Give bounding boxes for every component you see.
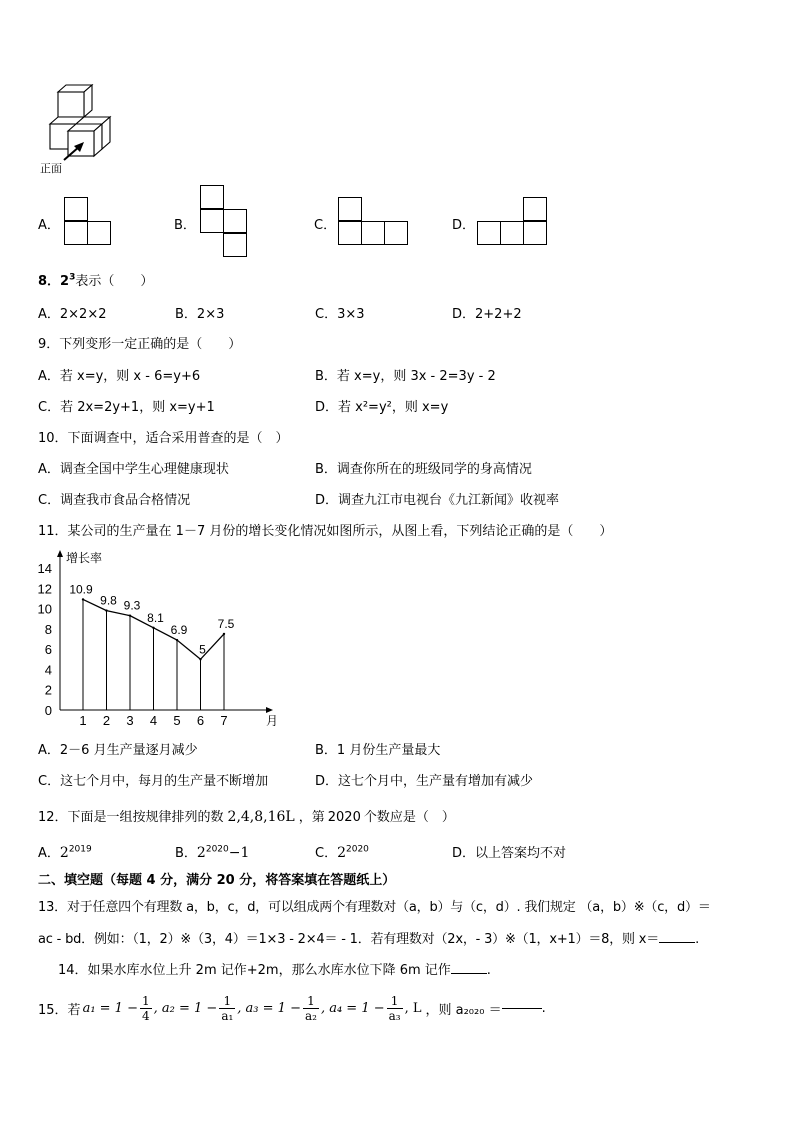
data-point (129, 614, 131, 616)
q13-answer-blank[interactable] (659, 942, 695, 943)
q11-option-a: A．2－6 月生产量逐月减少 (38, 743, 198, 758)
q12-option-b-tail: −1 (228, 845, 250, 861)
q12-stem-a: 12．下面是一组按规律排列的数 (38, 810, 224, 825)
q15-a3-den: a₂ (304, 1009, 317, 1023)
q7-option-d-letter: D． (452, 218, 476, 233)
y-tick-label: 2 (44, 682, 52, 698)
q15-ask: ，则 a₂₀₂₀ ＝ (425, 1003, 502, 1018)
x-tick-label: 3 (126, 713, 134, 728)
q15-a4-lhs: , a₄ = 1 − (320, 1001, 385, 1016)
q14-text: 14．如果水库水位上升 2m 记作+2m，那么水库水位下降 6m 记作 (58, 963, 451, 978)
q15-a1-num: 1 (141, 994, 150, 1008)
q13-line2-text: ac - bd．例如：（1，2）※（3，4）＝1×3 - 2×4＝ - 1．若有理数对（2x，- 3）※（1，x+1）＝8，则 x＝ (38, 932, 660, 947)
q8-option-c: C．3×3 (315, 307, 365, 322)
y-tick-label: 0 (44, 703, 52, 718)
q15-a1-den: 4 (141, 1009, 150, 1023)
q8-option-d: D．2+2+2 (452, 307, 522, 322)
q12-option-b-base: 2 (196, 845, 206, 861)
q12-option-d (452, 842, 566, 861)
q15-a3-num: 1 (303, 994, 319, 1009)
q12-stem-c: 个数应是（ ） (363, 810, 455, 825)
y-axis-label: 增长率 (66, 551, 103, 565)
q8-exp: 3 (69, 272, 76, 283)
q7-option-b-figure (200, 185, 250, 259)
q13-end: . (695, 932, 700, 947)
q12-option-d-text: 以上答案均不对 (475, 846, 567, 861)
q12-option-b (175, 842, 249, 861)
x-tick-label: 2 (102, 713, 111, 728)
x-axis-label: 月 (266, 714, 279, 728)
data-label: 7.5 (217, 616, 235, 631)
q12-option-c (315, 842, 369, 861)
data-label: 9.3 (123, 598, 141, 613)
q15-a1-frac (140, 994, 152, 1023)
q9-option-a: A．若 x=y，则 x - 6=y+6 (38, 369, 201, 384)
q12-sequence: 2,4,8,16L (227, 809, 295, 825)
q12-option-c-letter: C． (315, 846, 338, 861)
q8-num: 8． (38, 274, 61, 289)
q7-option-c-letter: C． (314, 218, 337, 233)
y-tick-label: 12 (37, 581, 52, 597)
front-arrow-icon (60, 140, 90, 162)
q15-ruo: 若 (67, 1003, 81, 1018)
data-label: 9.8 (100, 593, 117, 608)
q10-option-b: B．调查你所在的班级同学的身高情况 (315, 462, 532, 477)
x-tick-label: 5 (173, 713, 181, 728)
q12-option-c-base: 2 (337, 845, 346, 861)
data-point (223, 633, 225, 635)
data-point (199, 658, 201, 660)
q12-option-c-exp: 2020 (346, 844, 369, 855)
q15-a3-lhs: , a₃ = 1 − (237, 1001, 301, 1016)
q8-base: 2 (60, 274, 70, 289)
q12-option-d-letter: D． (452, 846, 476, 861)
q7-option-a-figure (64, 197, 114, 247)
q9-option-d: D．若 x²=y²，则 x=y (315, 400, 449, 415)
x-tick-label: 6 (196, 713, 205, 728)
x-tick-label: 4 (149, 713, 158, 728)
data-point (105, 609, 107, 611)
q11-option-c: C．这七个月中，每月的生产量不断增加 (38, 774, 269, 789)
q10-option-a: A．调查全国中学生心理健康现状 (38, 462, 229, 477)
data-point (82, 598, 84, 600)
q12-stem-b: ，第 (298, 810, 325, 825)
q12-option-a-exp: 2019 (68, 844, 92, 855)
q8-option-b: B．2×3 (175, 307, 225, 322)
q15-a2-lhs: , a₂ = 1 − (153, 1001, 218, 1016)
data-point (176, 639, 178, 641)
y-tick-label: 14 (37, 561, 52, 576)
data-label: 6.9 (170, 623, 188, 638)
q15-num: 15． (38, 1003, 68, 1018)
front-label: 正面 (40, 162, 62, 175)
data-point (152, 627, 154, 629)
q7-option-c-figure (338, 197, 412, 247)
q15-a3-frac (303, 994, 319, 1023)
q12-option-a-letter: A． (38, 846, 60, 861)
q9-stem: 9．下列变形一定正确的是（ ） (38, 337, 242, 352)
q13-line2 (38, 928, 699, 947)
y-tick-label: 10 (37, 601, 52, 617)
q11-option-b: B．1 月份生产量最大 (315, 743, 441, 758)
y-tick-label: 4 (44, 662, 52, 678)
q7-option-a-letter: A． (38, 218, 60, 233)
q14-end: . (486, 963, 491, 978)
data-label: 5 (199, 642, 206, 657)
q12-stem (38, 806, 455, 825)
q12-option-b-letter: B． (175, 846, 197, 861)
q12-option-a-base: 2 (59, 845, 69, 861)
q13-line1: 13．对于任意四个有理数 a，b，c，d，可以组成两个有理数对（a，b）与（c，d）. 我们规定 （a，b）※（c，d）＝ (38, 900, 711, 915)
q8-option-a: A．2×2×2 (38, 307, 107, 322)
q15-answer-blank[interactable] (502, 1008, 542, 1009)
y-tick-label: 6 (44, 642, 52, 658)
q15-a2-num: 1 (219, 994, 235, 1009)
q11-stem: 11．某公司的生产量在 1－7 月份的增长变化情况如图所示，从图上看，下列结论正确的是（ ） (38, 524, 613, 539)
q8-text: 表示（ ） (75, 274, 154, 289)
q15-a2-den: a₁ (221, 1009, 234, 1023)
q9-option-c: C．若 2x=2y+1，则 x=y+1 (38, 400, 215, 415)
q10-option-d: D．调查九江市电视台《九江新闻》收视率 (315, 493, 560, 508)
x-tick-label: 1 (79, 713, 87, 728)
q15-end: . (541, 1001, 546, 1016)
q15-stem (38, 994, 546, 1023)
data-label: 10.9 (69, 582, 93, 597)
section-fill-blank-title: 二、填空题（每题 4 分，满分 20 分，将答案填在答题纸上） (38, 873, 396, 888)
q10-option-c: C．调查我市食品合格情况 (38, 493, 191, 508)
q12-option-a (38, 842, 92, 861)
q15-tail: , L (404, 1001, 422, 1016)
growth-rate-chart (30, 548, 280, 730)
q9-option-b: B．若 x=y，则 3x - 2=3y - 2 (315, 369, 496, 384)
data-label: 8.1 (147, 610, 164, 625)
x-tick-label: 7 (220, 713, 228, 728)
x-axis-arrow-icon (266, 707, 273, 713)
q10-stem: 10．下面调查中，适合采用普查的是（ ） (38, 431, 289, 446)
q14-answer-blank[interactable] (451, 973, 487, 974)
q12-option-b-exp: 2020 (205, 844, 229, 855)
q12-index: 2020 (327, 810, 361, 825)
q15-a1-lhs: a₁ = 1 − (82, 1001, 138, 1016)
q7-option-d-figure (477, 197, 551, 247)
q7-option-b-letter: B． (174, 218, 196, 233)
y-axis-arrow-icon (57, 550, 63, 557)
q15-a4-num: 1 (387, 994, 403, 1009)
q15-a2-frac (219, 994, 235, 1023)
q15-a4-den: a₃ (388, 1009, 401, 1023)
q14-stem (58, 959, 491, 978)
q11-option-d: D．这七个月中，生产量有增加有减少 (315, 774, 534, 789)
q8-stem (38, 270, 153, 289)
y-tick-label: 8 (44, 621, 52, 637)
q15-a4-frac (387, 994, 403, 1023)
